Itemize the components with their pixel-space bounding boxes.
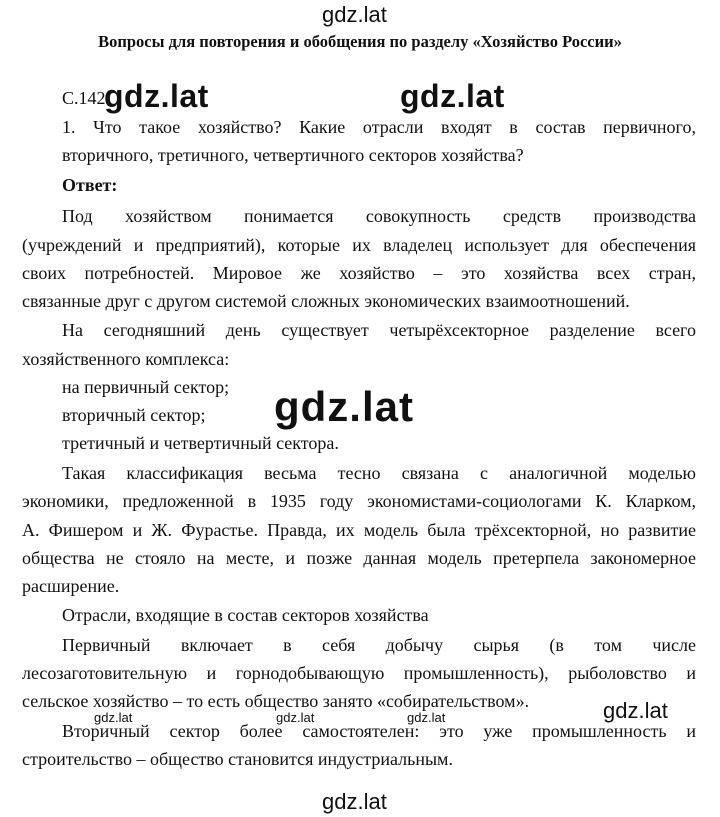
list-item: на первичный сектор; — [62, 377, 230, 397]
text-line: Такая классификация весьма тесно связана с аналогичной моделью — [62, 463, 696, 483]
text-line: хозяйственного комплекса: — [22, 349, 230, 369]
text-line: строительство – общество становится индустриальным. — [22, 749, 453, 769]
list-item: третичный и четвертичный сектора. — [62, 433, 339, 453]
watermark: gdz.lat — [603, 698, 668, 723]
text-line: вторичного, третичного, четвертичного секторов хозяйства? — [62, 145, 524, 165]
answer-label: Ответ: — [62, 175, 118, 195]
text-line: расширение. — [22, 576, 120, 596]
watermark: gdz.lat — [322, 789, 387, 814]
text-line: своих потребностей. Мировое же хозяйство – это хозяйства всех стран, — [22, 263, 696, 283]
section-title: Вопросы для повторения и обобщения по разделу «Хозяйство России» — [98, 32, 622, 51]
page-reference: С.142 — [62, 88, 106, 108]
text-line: 1. Что такое хозяйство? Какие отрасли входят в состав первичного, — [62, 117, 696, 137]
text-line: сельское хозяйство – то есть общество занято «собирательством». — [22, 691, 530, 711]
watermark: gdz.lat — [407, 710, 446, 725]
text-line: Вторичный сектор более самостоятелен: это уже промышленность и — [62, 721, 696, 741]
watermark: gdz.lat — [104, 78, 209, 114]
text-line: Первичный включает в себя добычу сырья (в том числе — [62, 635, 696, 655]
text-line: (учреждений и предприятий), которые их владелец использует для обеспечения — [22, 235, 696, 255]
watermark: gdz.lat — [274, 383, 414, 430]
watermark: gdz.lat — [276, 710, 315, 725]
text-line: Под хозяйством понимается совокупность средств производства — [62, 206, 696, 226]
text-line: А. Фишером и Ж. Фурастье. Правда, их модель была трёхсекторной, но развитие — [22, 520, 696, 540]
watermark: gdz.lat — [322, 2, 387, 27]
watermark: gdz.lat — [94, 710, 133, 725]
watermark: gdz.lat — [400, 78, 505, 114]
subheading: Отрасли, входящие в состав секторов хозяйства — [62, 605, 429, 625]
list-item: вторичный сектор; — [62, 405, 206, 425]
text-line: общества не стояло на месте, и позже данная модель претерпела закономерное — [22, 548, 696, 568]
text-line: экономики, предложенной в 1935 году экономистами-социологами К. Кларком, — [22, 491, 696, 511]
text-line: На сегодняшний день существует четырёхсекторное разделение всего — [62, 320, 696, 340]
text-line: лесозаготовительную и горнодобывающую промышленность), рыболовство и — [22, 663, 696, 683]
text-line: связанные друг с другом системой сложных экономических взаимоотношений. — [22, 291, 630, 311]
